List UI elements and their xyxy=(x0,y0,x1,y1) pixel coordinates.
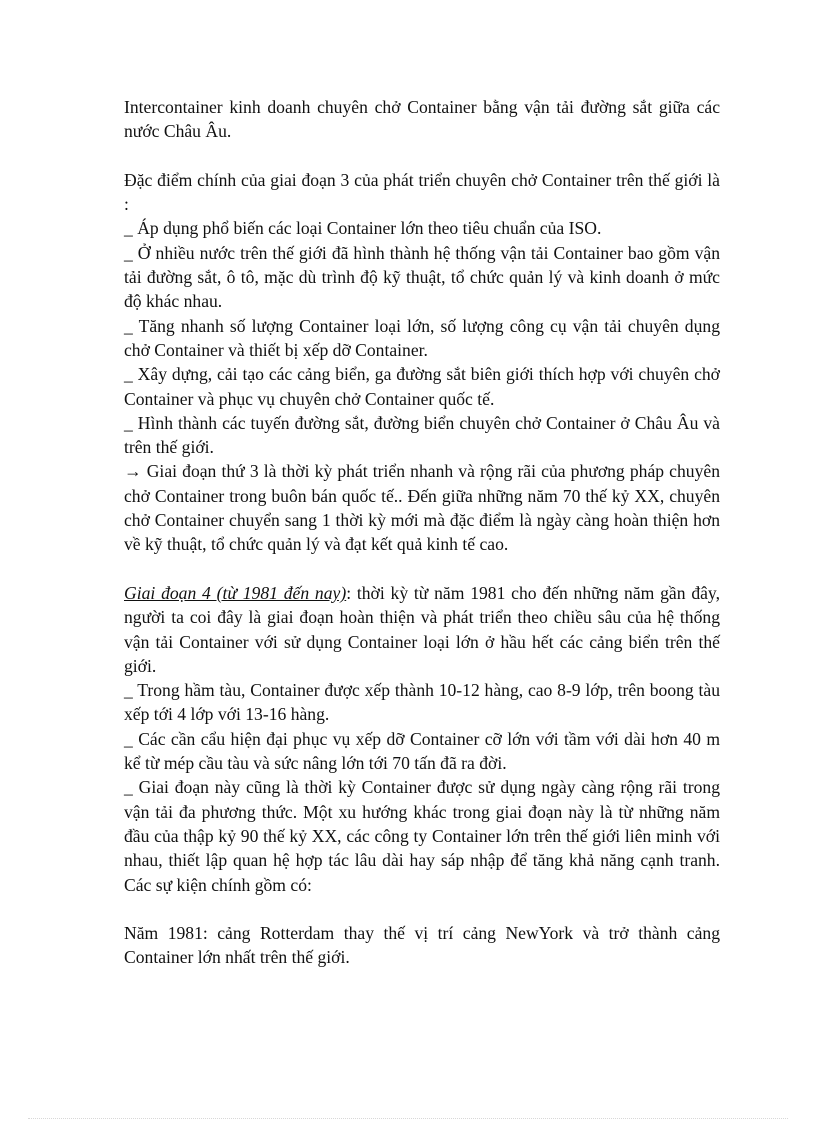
phase3-point: _ Ở nhiều nước trên thế giới đã hình thành hệ thống vận tải Container bao gồm vận tải đường sắt, ô tô, mặc dù trình độ kỹ thuật, tổ chức quản lý và kinh doanh ở mức độ khác nhau. xyxy=(124,242,720,312)
phase3-point: _ Hình thành các tuyến đường sắt, đường biển chuyên chở Container ở Châu Âu và trên thế giới. xyxy=(124,412,720,458)
phase4-intro: : thời kỳ từ năm 1981 cho đến những năm gần đây, người ta coi đây là giai đoạn hoàn thiện và phát triển theo chiều sâu của hệ thống vận tải Container với sử dụng Container loại lớn ở hầu hết các cảng biển trên thế giới. xyxy=(124,582,720,676)
event-1981: Năm 1981: cảng Rotterdam thay thế vị trí cảng NewYork và trở thành cảng Container lớn nhất trên thế giới. xyxy=(124,923,720,968)
phase4-heading: Giai đoạn 4 (từ 1981 đến nay) xyxy=(124,582,347,603)
paragraph-spacer xyxy=(124,557,720,581)
phase4-point: _ Trong hầm tàu, Container được xếp thành 10-12 hàng, cao 8-9 lớp, trên boong tàu xếp tới 4 lớp với 13-16 hàng. xyxy=(124,680,720,725)
phase3-point: _ Áp dụng phổ biến các loại Container lớn theo tiêu chuẩn của ISO. xyxy=(124,218,602,239)
phase4-point: _ Các cần cẩu hiện đại phục vụ xếp dỡ Container cỡ lớn với tầm với dài hơn 40 m kể từ mép cầu tàu và sức nâng lớn tới 70 tấn đã ra đời. xyxy=(124,728,720,774)
phase3-point: _ Xây dựng, cải tạo các cảng biển, ga đường sắt biên giới thích hợp với chuyên chở Container và phục vụ chuyên chở Container quốc tế. xyxy=(124,364,720,409)
phase4-paragraph xyxy=(124,581,720,678)
paragraph-spacer xyxy=(124,897,720,921)
phase3-title: Đặc điểm chính của giai đoạn 3 của phát triển chuyên chở Container trên thế giới là : xyxy=(124,169,720,215)
phase4-point: _ Giai đoạn này cũng là thời kỳ Container được sử dụng ngày càng rộng rãi trong vận tải đa phương thức. Một xu hướng khác trong giai đoạn này là từ những năm đầu của thập kỷ 90 thế kỷ XX, các công ty Container lớn trên thế giới liên minh với nhau, thiết lập quan hệ hợp tác lâu dài hay sáp nhập để tăng khả năng cạnh tranh. Các sự kiện chính gồm có: xyxy=(124,777,720,895)
intro-paragraph: Intercontainer kinh doanh chuyên chở Container bằng vận tải đường sắt giữa các nước Châu Âu. xyxy=(124,97,720,142)
page-bottom-divider xyxy=(28,1118,788,1119)
document-body xyxy=(124,95,720,970)
paragraph-spacer xyxy=(124,144,720,168)
phase3-conclusion: → Giai đoạn thứ 3 là thời kỳ phát triển nhanh và rộng rãi của phương pháp chuyên chở Container trong buôn bán quốc tế.. Đến giữa những năm 70 thế kỷ XX, chuyên chở Container chuyển sang 1 thời kỳ mới mà đặc điểm là ngày càng hoàn thiện hơn về kỹ thuật, tổ chức quản lý và đạt kết quả kinh tế cao. xyxy=(124,461,720,555)
phase3-point: _ Tăng nhanh số lượng Container loại lớn, số lượng công cụ vận tải chuyên dụng chở Container và thiết bị xếp dỡ Container. xyxy=(124,315,720,360)
